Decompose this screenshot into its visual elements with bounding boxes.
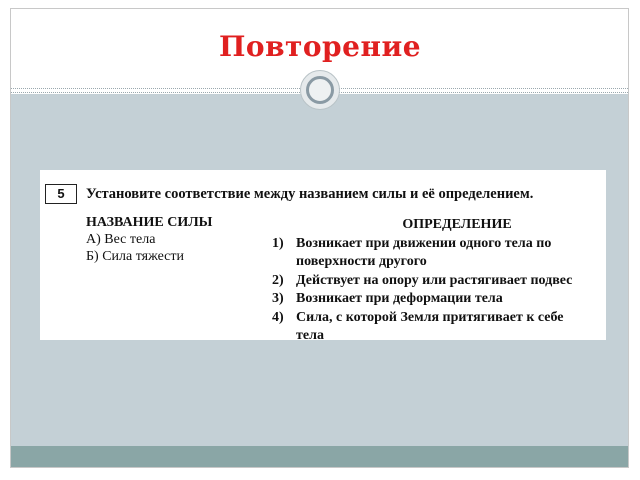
definition-number: 1) xyxy=(272,235,284,251)
left-header: НАЗВАНИЕ СИЛЫ xyxy=(86,215,213,230)
definition-text: Возникает при деформации тела xyxy=(296,291,503,306)
ring-ornament-icon xyxy=(300,70,340,110)
definition-item xyxy=(272,235,606,254)
definition-text: Действует на опору или растягивает подвес xyxy=(296,272,573,288)
definition-number: 4) xyxy=(272,309,284,325)
definition-cont xyxy=(272,253,606,272)
task-instruction: Установите соответствие между названием силы и её определением. xyxy=(86,186,534,202)
left-item: А) Вес тела xyxy=(86,232,156,247)
definitions-column xyxy=(272,216,606,340)
definition-number: 3) xyxy=(272,291,284,306)
definition-text: Сила, с которой Земля притягивает к себе xyxy=(296,309,564,325)
force-names-column xyxy=(86,214,212,265)
left-item: Б) Сила тяжести xyxy=(86,249,184,264)
slide-title: Повторение xyxy=(218,30,422,63)
definition-item xyxy=(272,309,606,328)
task-number: 5 xyxy=(45,184,77,204)
footer-bar xyxy=(11,446,628,467)
definition-item xyxy=(272,290,606,309)
definition-item xyxy=(272,272,606,291)
definition-text-cont: поверхности другого xyxy=(296,254,427,269)
ring-inner xyxy=(306,76,334,104)
definition-number: 2) xyxy=(272,272,284,288)
definition-text: Возникает при движении одного тела по xyxy=(296,235,552,251)
definition-cont xyxy=(272,327,606,340)
right-header: ОПРЕДЕЛЕНИЕ xyxy=(402,217,512,232)
task-image xyxy=(40,170,606,340)
definition-text-cont: тела xyxy=(296,328,324,340)
